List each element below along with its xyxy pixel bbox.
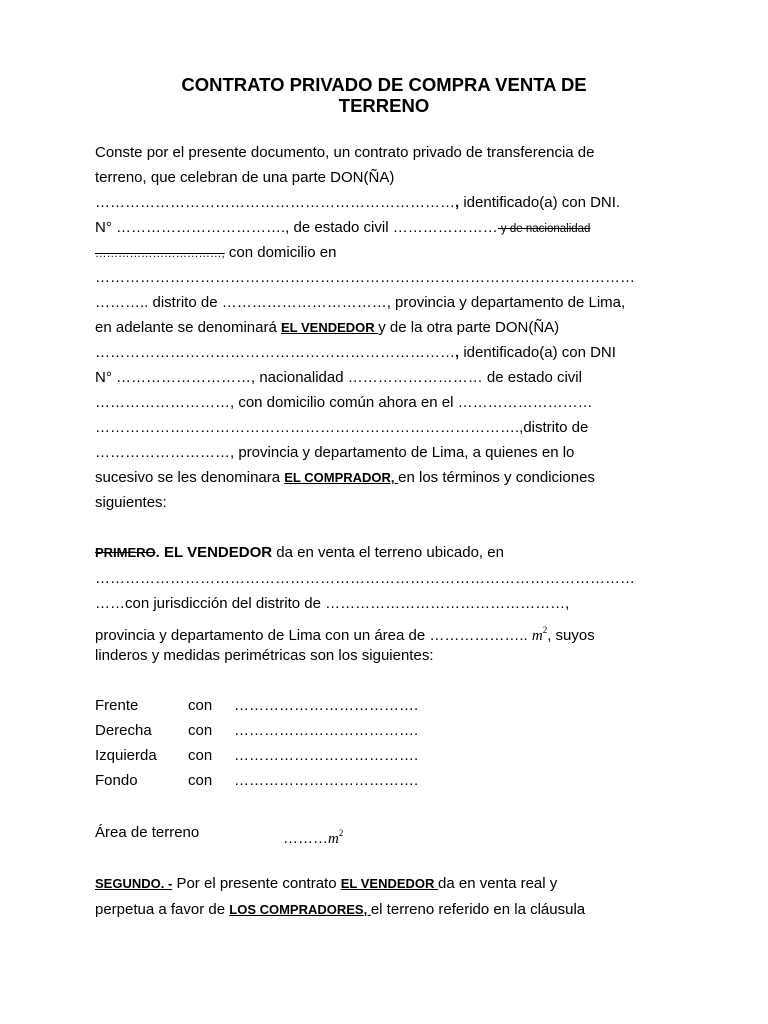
- title-line-2: TERRENO: [338, 95, 430, 116]
- lindero-con: con: [188, 722, 213, 739]
- intro-line-2: terreno, que celebran de una parte DON(ÑA): [95, 169, 395, 186]
- text: el terreno referido en la cláusula: [370, 901, 586, 918]
- text: Por el presente contrato: [172, 875, 341, 892]
- lindero-con: con: [188, 747, 213, 764]
- primero-line-1: [95, 544, 504, 562]
- intro-line-9: [95, 344, 616, 362]
- lindero-blank: ……………………………….: [234, 772, 419, 789]
- intro-line-10: N° ………………………, nacionalidad ……………………… de estado civil: [95, 369, 582, 386]
- text: provincia y departamento de Lima con un área de ………………..: [95, 627, 532, 644]
- text: perpetua a favor de: [95, 901, 230, 918]
- intro-line-3: [95, 194, 620, 212]
- seller-name-blank: ………………………………………………………………: [95, 194, 455, 211]
- intro-line-6: ………………………………………………………………………………………………: [95, 269, 635, 286]
- intro-line-8: [95, 319, 559, 337]
- lindero-con: con: [188, 697, 213, 714]
- struck-blank: ……………………………,: [95, 248, 225, 260]
- lindero-side: Frente: [95, 697, 139, 714]
- intro-line-7: ……….. distrito de ……………………………, provincia y departamento de Lima,: [95, 294, 626, 311]
- text: en los términos y condiciones: [398, 469, 595, 486]
- lindero-row: [95, 772, 419, 790]
- intro-line-11: ………………………, con domicilio común ahora en el ………………………: [95, 394, 593, 411]
- el-vendedor-term: EL VENDEDOR: [280, 320, 379, 335]
- intro-line-13: ………………………, provincia y departamento de Lima, a quienes en lo: [95, 444, 575, 461]
- primero-label: PRIMERO: [95, 545, 156, 560]
- intro-line-1: Conste por el presente documento, un contrato privado de transferencia de: [95, 144, 595, 161]
- primero-line-2: ………………………………………………………………………………………………: [95, 570, 635, 587]
- lindero-blank: ……………………………….: [234, 747, 419, 764]
- exponent: 2: [542, 625, 548, 635]
- intro-line-12: ………………………………………………………………………….,distrito de: [95, 419, 589, 436]
- text: y de la otra parte DON(ÑA): [378, 319, 560, 336]
- segundo-line-2: [95, 901, 585, 919]
- square-meters-unit: [328, 828, 344, 847]
- unit: m: [328, 831, 339, 847]
- el-vendedor-term: EL VENDEDOR: [340, 876, 439, 891]
- lindero-con: con: [188, 772, 213, 789]
- document-title: [0, 74, 768, 116]
- primero-line-4: [95, 621, 595, 645]
- struck-nationality: y de nacionalidad: [497, 223, 591, 235]
- intro-line-4: [95, 219, 590, 238]
- text: en adelante se denominará: [95, 319, 281, 336]
- square-meters-unit: [531, 625, 548, 644]
- intro-line-14: [95, 469, 595, 487]
- lindero-row: [95, 697, 419, 715]
- domicile-label: con domicilio en: [224, 244, 337, 261]
- primero-line-5: linderos y medidas perimétricas son los siguientes:: [95, 647, 434, 664]
- comma: ,: [455, 194, 460, 211]
- text: , suyos: [547, 627, 595, 644]
- exponent: 2: [338, 828, 344, 838]
- intro-line-5: [95, 244, 336, 263]
- dot: .: [155, 544, 160, 561]
- dni-civil-status: N° ……………………………., de estado civil …………………: [95, 219, 498, 236]
- buyer-name-blank: ………………………………………………………………: [95, 344, 455, 361]
- lindero-side: Fondo: [95, 772, 138, 789]
- segundo-line-1: [95, 875, 557, 893]
- text: da en venta el terreno ubicado, en: [272, 544, 504, 561]
- area-label: Área de terreno: [95, 824, 200, 841]
- lindero-row: [95, 722, 419, 740]
- los-compradores-term: LOS COMPRADORES,: [229, 902, 371, 917]
- text: sucesivo se les denominara: [95, 469, 285, 486]
- el-vendedor-term: EL VENDEDOR: [159, 544, 273, 561]
- area-blank: ………: [283, 830, 328, 847]
- lindero-side: Derecha: [95, 722, 152, 739]
- unit: m: [531, 628, 543, 644]
- dni-label: identificado(a) con DNI.: [459, 194, 621, 211]
- lindero-blank: ……………………………….: [234, 697, 419, 714]
- dni-label: identificado(a) con DNI: [459, 344, 616, 361]
- area-line: [95, 824, 344, 847]
- segundo-label: SEGUNDO. -: [95, 876, 173, 891]
- primero-line-3: ……con jurisdicción del distrito de …………………………………………,: [95, 595, 570, 612]
- lindero-blank: ……………………………….: [234, 722, 419, 739]
- lindero-side: Izquierda: [95, 747, 157, 764]
- text: da en venta real y: [438, 875, 558, 892]
- comma: ,: [455, 344, 460, 361]
- intro-line-15: siguientes:: [95, 494, 167, 511]
- lindero-row: [95, 747, 419, 765]
- area-value: [283, 824, 343, 848]
- title-line-1: CONTRATO PRIVADO DE COMPRA VENTA DE: [181, 74, 587, 95]
- el-comprador-term: EL COMPRADOR,: [284, 470, 399, 485]
